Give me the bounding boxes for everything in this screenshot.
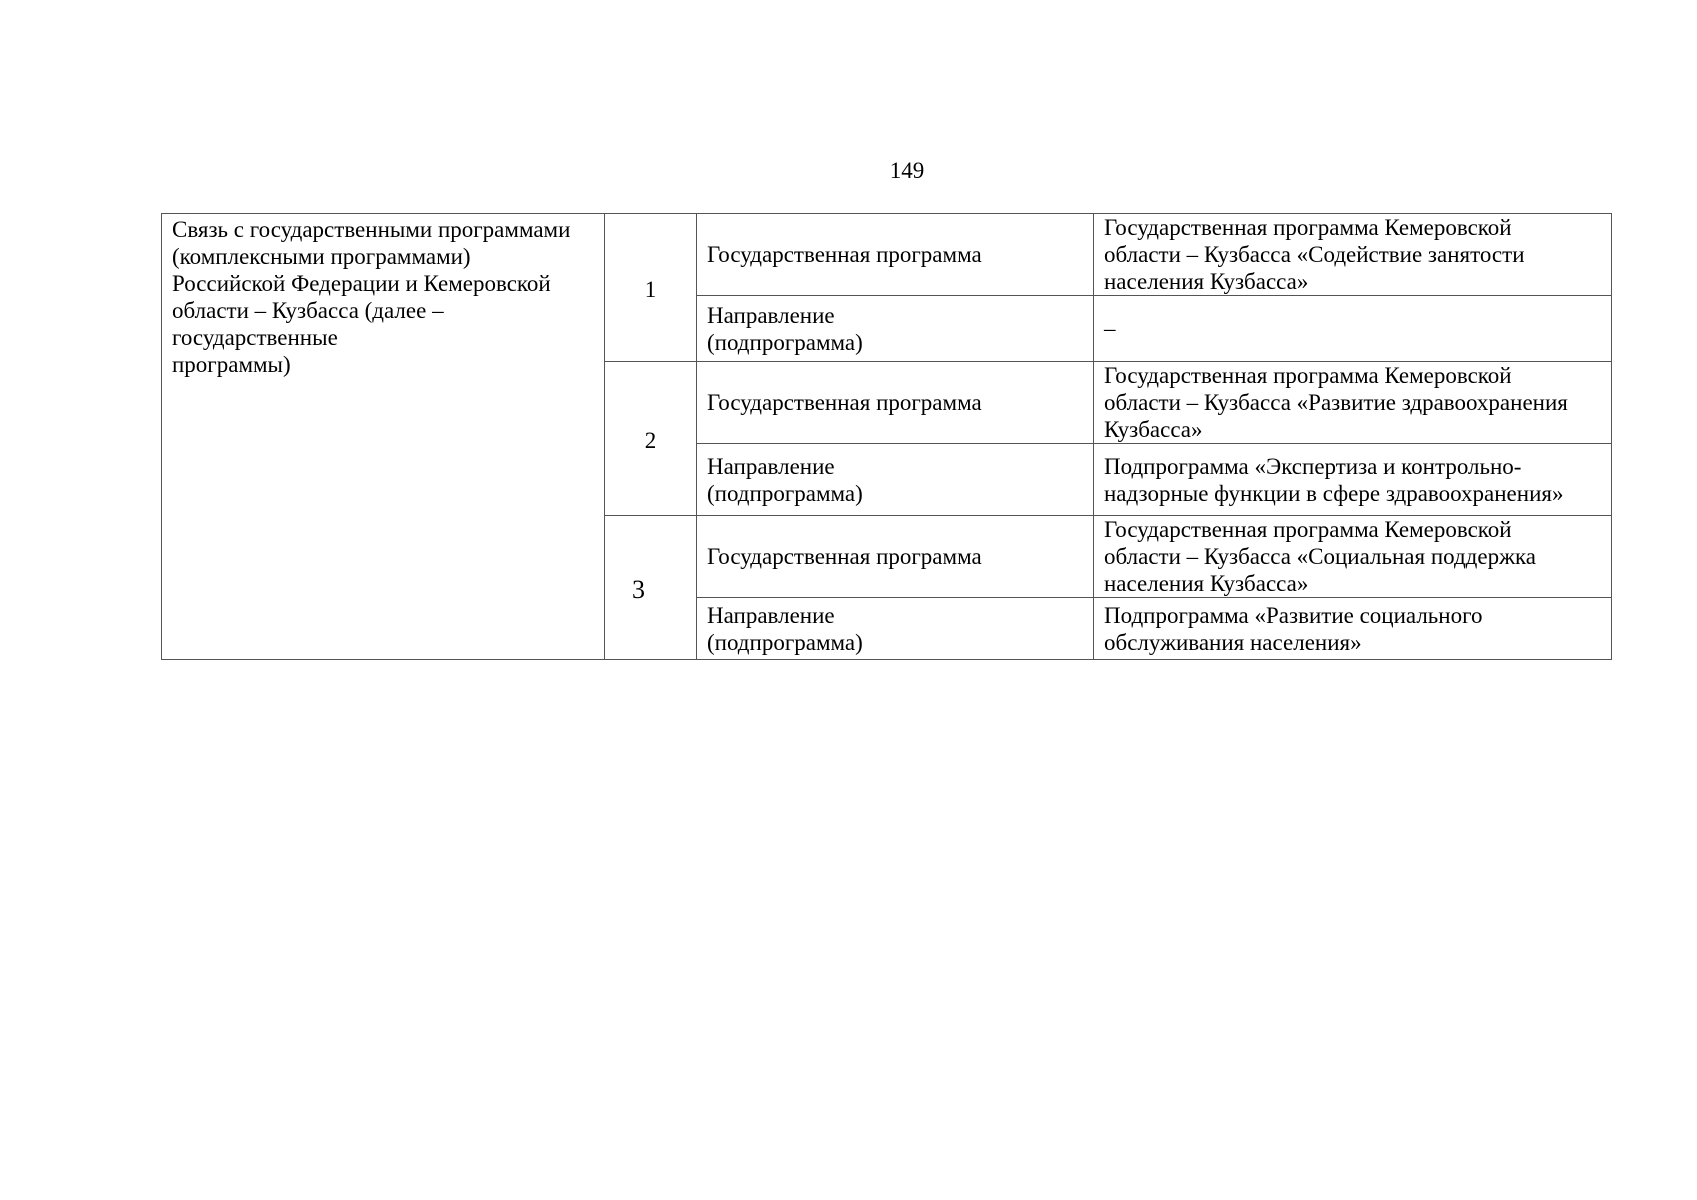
program-label: Государственная программа — [707, 242, 982, 267]
direction-value-line: надзорные функции в сфере здравоохранения» — [1104, 480, 1564, 506]
direction-label-line: Направление — [707, 302, 835, 328]
page-number: 149 — [889, 158, 925, 183]
program-value-line: Государственная программа Кемеровской — [1104, 363, 1512, 388]
program-value-line: населения Кузбасса» — [1104, 571, 1309, 596]
program-links-table — [161, 213, 1612, 660]
direction-label-line: Направление — [707, 453, 835, 479]
program-value-line: Государственная программа Кемеровской — [1104, 517, 1512, 542]
direction-value-line: – — [1104, 316, 1116, 341]
program-value-line: области – Кузбасса «Социальная поддержка — [1104, 544, 1537, 569]
group-number-cell — [605, 362, 697, 516]
program-label: Государственная программа — [707, 544, 982, 569]
section-label-cell — [162, 214, 605, 660]
section-label-line: Российской Федерации и Кемеровской — [172, 271, 551, 296]
table-row — [162, 214, 1612, 296]
section-label-line: Связь с государственными программами — [172, 217, 571, 242]
section-label-line: программы) — [172, 352, 291, 377]
program-value-line: области – Кузбасса «Содействие занятости — [1104, 242, 1525, 267]
direction-label-cell — [697, 598, 1094, 660]
direction-value-line: Подпрограмма «Экспертиза и контрольно- — [1104, 453, 1522, 479]
program-label-cell — [697, 362, 1094, 444]
program-value-line: области – Кузбасса «Развитие здравоохранения — [1104, 390, 1568, 415]
group-number: 2 — [644, 428, 657, 453]
group-number-cell — [605, 214, 697, 362]
program-label-cell — [697, 214, 1094, 296]
direction-label-line: (подпрограмма) — [707, 629, 863, 655]
program-value-cell — [1094, 516, 1612, 598]
section-label-line: (комплексными программами) — [172, 244, 471, 269]
program-value-line: населения Кузбасса» — [1104, 269, 1309, 294]
direction-value-cell — [1094, 598, 1612, 660]
direction-label-line: Направление — [707, 602, 835, 628]
direction-value-cell — [1094, 444, 1612, 516]
group-number: 1 — [644, 277, 657, 302]
program-value-line: Государственная программа Кемеровской — [1104, 215, 1512, 240]
section-label-line: государственные — [172, 325, 338, 350]
direction-value-line: обслуживания населения» — [1104, 629, 1362, 655]
program-value-line: Кузбасса» — [1104, 417, 1203, 442]
direction-value-cell — [1094, 296, 1612, 362]
program-label-cell — [697, 516, 1094, 598]
direction-label-cell — [697, 296, 1094, 362]
direction-label-line: (подпрограмма) — [707, 480, 863, 506]
section-label-line: области – Кузбасса (далее – — [172, 298, 444, 323]
program-value-cell — [1094, 214, 1612, 296]
group-number: 3 — [632, 574, 645, 604]
direction-label-line: (подпрограмма) — [707, 329, 863, 355]
direction-value-line: Подпрограмма «Развитие социального — [1104, 602, 1483, 628]
section-label — [172, 216, 594, 378]
program-label: Государственная программа — [707, 390, 982, 415]
group-number-cell — [605, 516, 697, 660]
direction-label-cell — [697, 444, 1094, 516]
program-value-cell — [1094, 362, 1612, 444]
